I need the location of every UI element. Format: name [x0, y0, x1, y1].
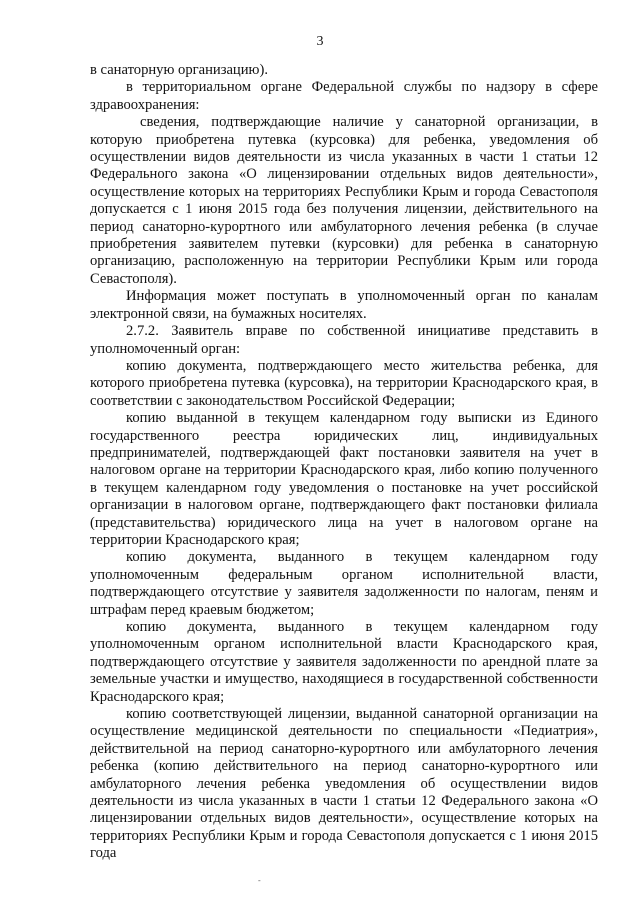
paragraph-residence-document: копию документа, подтверждающего место жительства ребенка, для которого приобретена путевка (курсовка), на территории Краснодарского края, в соответствии с законодательством Российской Федерации;	[90, 357, 598, 409]
paragraph-sanatorium-info: сведения, подтверждающие наличие у санаторной организации, в которую приобретена путевка (курсовка) для ребенка, уведомления об осуществлении видов деятельности из числа указанных в части 1 статьи 12 Федерального закона «О лицензировании отдельных видов деятельности», осуществление которых на территориях Республики Крым и города Севастополя допускается с 1 июня 2015 года без получения лицензии, действительного на период санаторно-курортного или амбулаторного лечения ребенка (в случае приобретения заявителем путевки (курсовки) для ребенка в санаторную организацию, расположенную на территории Республики Крым или города Севастополя).	[90, 114, 598, 287]
page-number: 3	[316, 34, 324, 49]
paragraph-clause-2-7-2: 2.7.2. Заявитель вправе по собственной инициативе представить в уполномоченный орган:	[90, 323, 598, 357]
paragraph-continuation: в санаторную организацию).	[90, 62, 268, 78]
paragraph-information-channels: Информация может поступать в уполномоченный орган по каналам электронной связи, на бумажных носителях.	[90, 288, 598, 322]
paragraph-rent-debt-document: копию документа, выданного в текущем календарном году уполномоченным органом исполнительной власти Краснодарского края, подтверждающего отсутствие у заявителя задолженности по арендной плате за земельные участки и имущество, находящиеся в государственной собственности Краснодарского края;	[90, 619, 598, 705]
paragraph-federal-service: в территориальном органе Федеральной службы по надзору в сфере здравоохранения:	[90, 79, 598, 113]
paragraph-registry-extract: копию выданной в текущем календарном году выписки из Единого государственного реестра юридических лиц, индивидуальных предпринимателей, подтверждающей факт постановки заявителя на учет в налоговом органе на территории Краснодарского края, либо копию полученного в текущем календарном году уведомления о постановке на учет российской организации в налоговом органе, подтверждающего факт постановки филиала (представительства) юридического лица на учет в налоговом органе на территории Краснодарского края;	[90, 410, 598, 548]
document-body	[90, 62, 598, 863]
paragraph-tax-debt-document: копию документа, выданного в текущем календарном году уполномоченным федеральным органом исполнительной власти, подтверждающего отсутствие у заявителя задолженности по налогам, пеням и штрафам перед краевым бюджетом;	[90, 549, 598, 618]
paragraph-license-copy: копию соответствующей лицензии, выданной санаторной организации на осуществление медицинской деятельности по специальности «Педиатрия», действительной на период санаторно-курортного или амбулаторного лечения ребенка (копию действительного на период санаторно-курортного или амбулаторного лечения ребенка уведомления об осуществлении видов деятельности из числа указанных в части 1 статьи 12 Федерального закона «О лицензировании отдельных видов деятельности», осуществление которых на территориях Республики Крым и города Севастополя допускается с 1 июня 2015 года	[90, 706, 598, 862]
footer-mark: -	[258, 876, 261, 885]
